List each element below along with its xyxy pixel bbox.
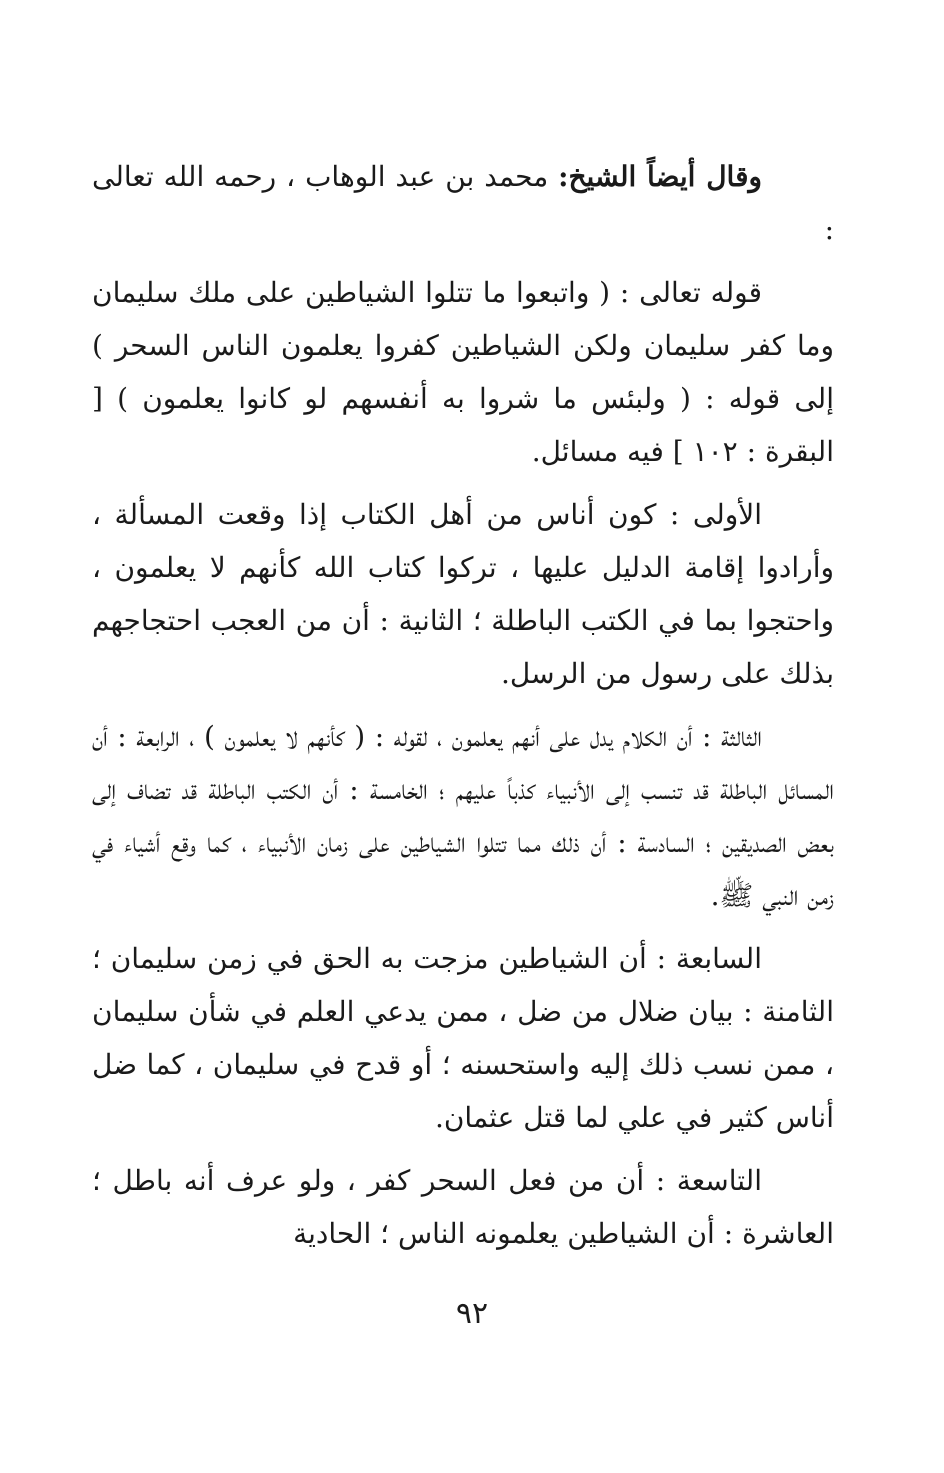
paragraph-verse: قوله تعالى : ( واتبعوا ما تتلوا الشياطين على ملك سليمان وما كفر سليمان ولكن الشياطين كفروا يعلمون الناس السحر ) إلى قوله : ( ولبئس ما شروا به أنفسهم لو كانوا يعلمون ) [ البقرة : ١٠٢ ] فيه مسائل. [92, 276, 834, 468]
paragraph-third-sixth: الثالثة : أن الكلام يدل على أنهم يعلمون ، لقوله : ( كأنهم لا يعلمون ) ، الرابعة : أن المسائل الباطلة قد تنسب إلى الأنبياء كذباً عليهم ؛ الخامسة : أن الكتب الباطلة قد تضاف إلى بعض الصديقين ؛ السادسة : أن ذلك مما تتلوا الشياطين على زمان الأنبياء ، كما وقع أشياء في زمن النبي ﷺ. [92, 720, 834, 912]
page-number: ٩٢ [455, 1296, 489, 1331]
paragraph-ninth-tenth: التاسعة : أن من فعل السحر كفر ، ولو عرف أنه باطل ؛ العاشرة : أن الشياطين يعلمونه الناس ؛ الحادية [92, 1164, 834, 1250]
intro-heading: وقال أيضاً الشيخ: [558, 160, 762, 193]
page-body [92, 150, 834, 1260]
paragraph-seventh-eighth: السابعة : أن الشياطين مزجت به الحق في زمن سليمان ؛ الثامنة : بيان ضلال من ضل ، ممن يدعي العلم في شأن سليمان ، ممن نسب ذلك إليه واستحسنه ؛ أو قدح في سليمان ، كما ضل أناس كثير في علي لما قتل عثمان. [92, 942, 834, 1134]
paragraph-first-second: الأولى : كون أناس من أهل الكتاب إذا وقعت المسألة ، وأرادوا إقامة الدليل عليها ، تركوا كتاب الله كأنهم لا يعلمون ، واحتجوا بما في الكتب الباطلة ؛ الثانية : أن من العجب احتجاجهم بذلك على رسول من الرسل. [92, 498, 834, 690]
intro-paragraph [92, 150, 834, 256]
intro-text: محمد بن عبد الوهاب ، رحمه الله تعالى : [92, 160, 834, 246]
